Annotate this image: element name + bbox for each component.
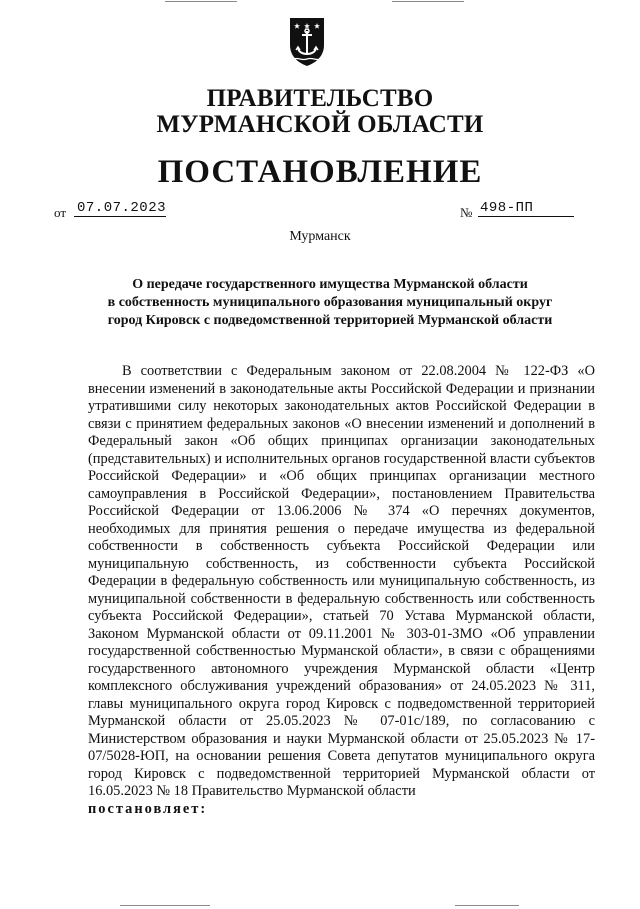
government-heading: ПРАВИТЕЛЬСТВО xyxy=(206,85,434,112)
document-number: 498-ПП xyxy=(480,200,534,216)
document-type-heading: ПОСТАНОВЛЕНИЕ xyxy=(157,154,483,190)
decree-word: постановляет: xyxy=(88,800,208,817)
date-underline xyxy=(74,216,166,217)
subject-line: город Кировск с подведомственной территорией Мурманской области xyxy=(107,313,553,328)
scan-artifact-line xyxy=(120,905,210,906)
subject-line: в собственность муниципального образования муниципальный округ xyxy=(107,295,553,310)
region-heading: МУРМАНСКОЙ ОБЛАСТИ xyxy=(156,111,484,138)
scan-artifact-line xyxy=(455,905,519,906)
number-underline xyxy=(478,216,574,217)
date-prefix: от xyxy=(54,205,67,220)
issuing-authority xyxy=(0,86,640,138)
subject-line: О передаче государственного имущества Мурманской области xyxy=(132,277,528,292)
preamble-paragraph: В соответствии с Федеральным законом от 22.08.2004 № 122-ФЗ «О внесении изменений в законодательные акты Российской Федерации и признании утратившими силу некоторых законодательных актов Российской Федерации в связи с принятием федеральных законов «О внесении изменений и дополнений в Федеральный закон «Об общих принципах организации законодательных (представительных) и исполнительных органов государственной власти субъектов Российской Федерации» и «Об общих принципах организации местного самоуправления в Российской Федерации», постановлением Правительства Российской Федерации от 13.06.2006 № 374 «О перечнях документов, необходимых для принятия решения о передаче имущества из федеральной собственности в собственность субъекта Российской Федерации или муниципальную собственность, из собственности субъекта Российской Федерации в федеральную собственность или муниципальную собственность, из муниципальной собственности в федеральную собственность или собственность субъекта Российской Федерации», статьей 70 Устава Мурманской области, Законом Мурманской области от 09.11.2001 № 303-01-ЗМО «Об управлении государственной собственностью Мурманской области», в связи с обращениями государственного автономного учреждения Мурманской области «Центр комплексного обслуживания учреждений образования» от 24.05.2023 № 311, главы муниципального округа город Кировск с подведомственной территорией Мурманской области от 25.05.2023 № 07-01с/189, по согласованию с Министерством образования и науки Мурманской области от 25.05.2023 № 17-07/5028-ЮП, на основании решения Совета депутатов муниципального округа город Кировск с подведомственной территорией Мурманской области от 16.05.2023 № 18 Правительство Мурманской области xyxy=(88,363,595,799)
document-body xyxy=(88,363,595,818)
document-date: 07.07.2023 xyxy=(77,200,167,216)
murmansk-coat-of-arms-icon xyxy=(287,15,327,67)
number-prefix: № xyxy=(460,205,473,220)
document-subject xyxy=(70,276,590,330)
scan-artifact-line xyxy=(165,1,237,2)
issuing-city: Мурманск xyxy=(289,229,351,244)
scan-artifact-line xyxy=(392,1,464,2)
